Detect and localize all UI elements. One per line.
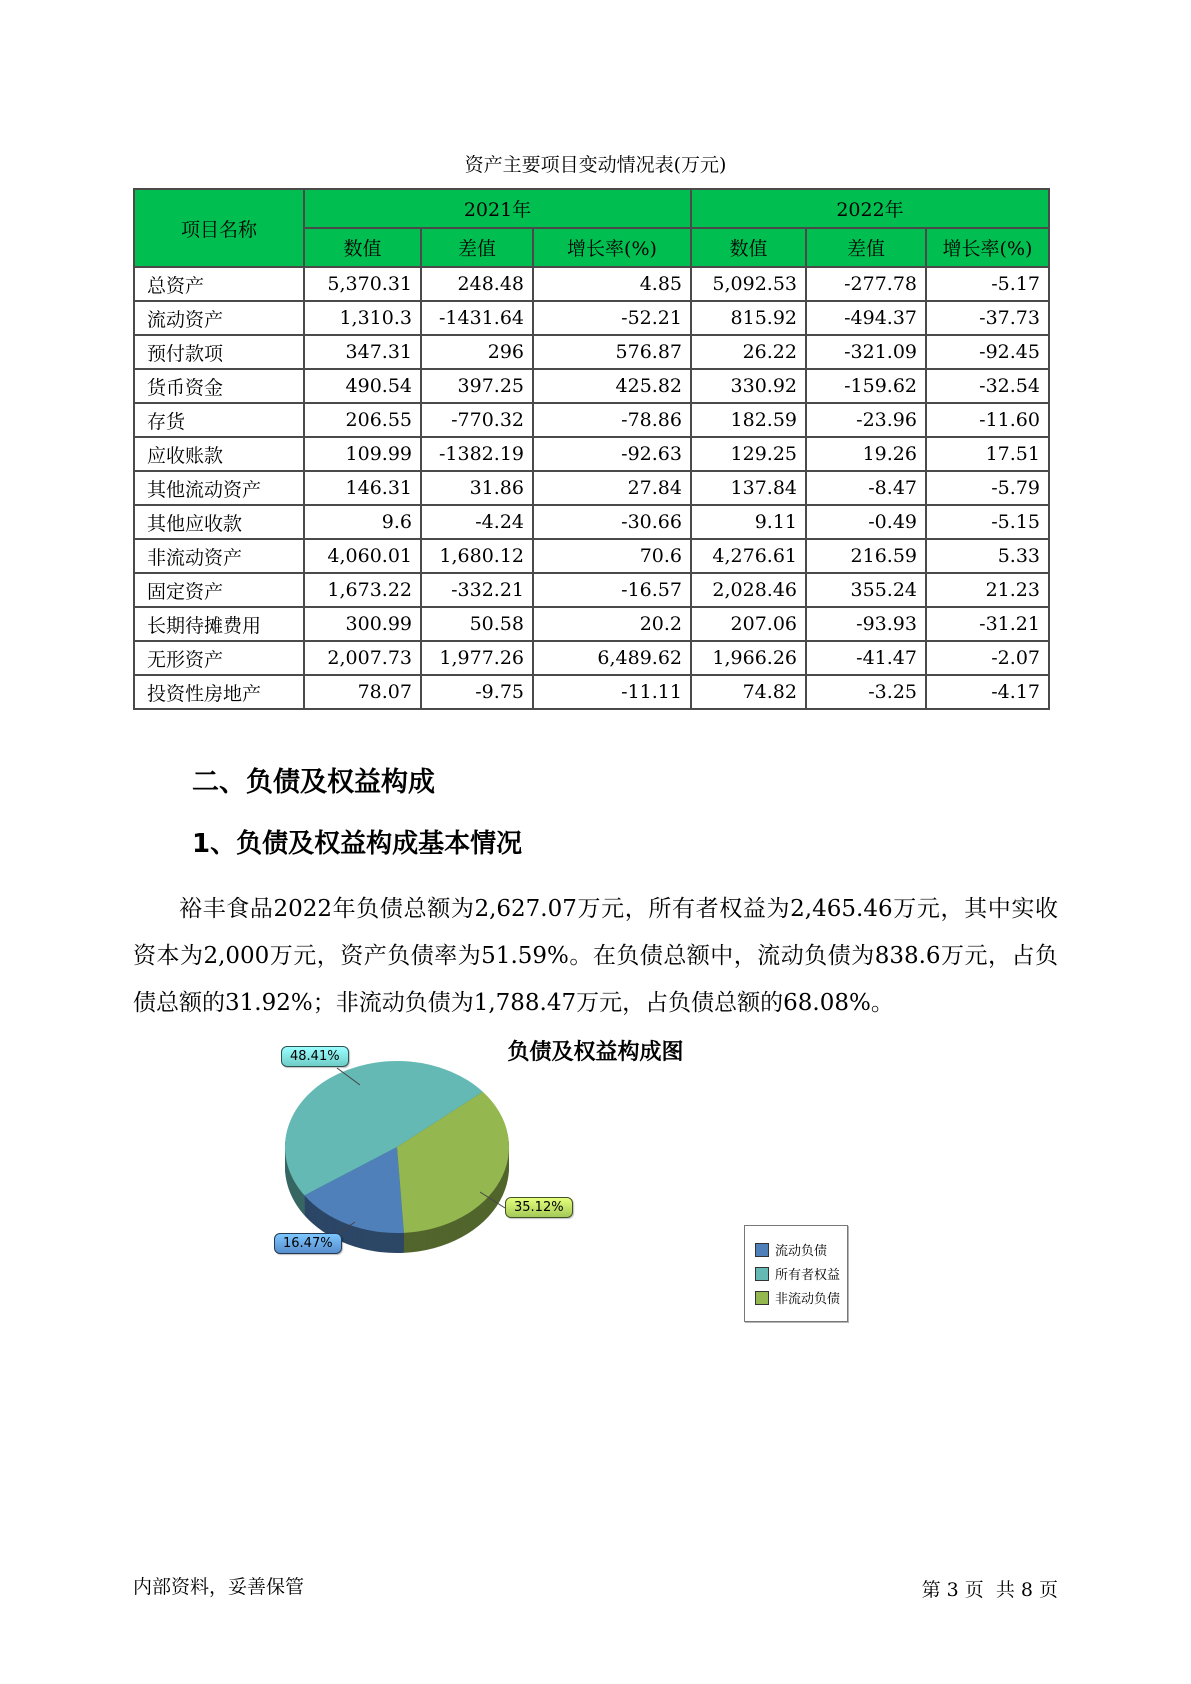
cell: -32.54 [926,369,1049,403]
row-label: 其他流动资产 [134,471,304,505]
cell: 330.92 [691,369,806,403]
cell: -8.47 [806,471,926,505]
chart-section [0,1035,1191,1335]
cell: 9.6 [304,505,421,539]
cell: 576.87 [533,335,691,369]
cell: 5,370.31 [304,267,421,301]
table-row [134,403,1049,437]
cell: 4,060.01 [304,539,421,573]
cell: -321.09 [806,335,926,369]
section-heading: 二、负债及权益构成 [192,767,435,798]
table-header-row [134,189,1049,228]
cell: 207.06 [691,607,806,641]
legend-swatch-blue [755,1243,769,1257]
cell: 9.11 [691,505,806,539]
cell: -11.11 [533,675,691,709]
row-label: 预付款项 [134,335,304,369]
cell: 1,966.26 [691,641,806,675]
cell: 78.07 [304,675,421,709]
col-header: 增长率(%) [926,228,1049,267]
row-label: 流动资产 [134,301,304,335]
cell: 1,977.26 [421,641,533,675]
cell: -5.15 [926,505,1049,539]
cell: 815.92 [691,301,806,335]
cell: 19.26 [806,437,926,471]
cell: -78.86 [533,403,691,437]
col-header: 数值 [304,228,421,267]
cell: 300.99 [304,607,421,641]
chart-title: 负债及权益构成图 [507,1040,684,1065]
col-header: 差值 [421,228,533,267]
cell: -332.21 [421,573,533,607]
cell: 129.25 [691,437,806,471]
cell: 1,310.3 [304,301,421,335]
cell: -1382.19 [421,437,533,471]
cell: -770.32 [421,403,533,437]
cell: 17.51 [926,437,1049,471]
cell: 296 [421,335,533,369]
cell: -30.66 [533,505,691,539]
footer-confidential-note: 内部资料，妥善保管 [133,1576,305,1598]
row-label: 其他应收款 [134,505,304,539]
cell: 2,007.73 [304,641,421,675]
cell: 137.84 [691,471,806,505]
cell: 20.2 [533,607,691,641]
footer-page-number: 第 3 页 共 8 页 [921,1579,1058,1601]
table-row [134,267,1049,301]
cell: 425.82 [533,369,691,403]
cell: 109.99 [304,437,421,471]
cell: 146.31 [304,471,421,505]
row-label: 应收账款 [134,437,304,471]
chart-legend [744,1225,848,1322]
cell: 31.86 [421,471,533,505]
cell: -52.21 [533,301,691,335]
cell: -11.60 [926,403,1049,437]
legend-swatch-teal [755,1267,769,1281]
row-label: 无形资产 [134,641,304,675]
cell: 5.33 [926,539,1049,573]
legend-label: 流动负债 [775,1244,828,1259]
row-label: 非流动资产 [134,539,304,573]
cell: -16.57 [533,573,691,607]
table-row [134,573,1049,607]
corner-header: 项目名称 [134,189,304,267]
cell: -93.93 [806,607,926,641]
cell: -92.63 [533,437,691,471]
legend-item-current-liabilities [755,1240,843,1259]
year-header-2021: 2021年 [304,189,691,228]
table-row [134,335,1049,369]
cell: -37.73 [926,301,1049,335]
cell: 490.54 [304,369,421,403]
cell: 397.25 [421,369,533,403]
cell: 50.58 [421,607,533,641]
cell: 216.59 [806,539,926,573]
table-row [134,607,1049,641]
subsection-heading: 1、负债及权益构成基本情况 [192,829,523,859]
cell: 1,680.12 [421,539,533,573]
row-label: 投资性房地产 [134,675,304,709]
cell: -4.24 [421,505,533,539]
table-row [134,301,1049,335]
row-label: 存货 [134,403,304,437]
row-label: 总资产 [134,267,304,301]
cell: 21.23 [926,573,1049,607]
cell: -4.17 [926,675,1049,709]
cell: 347.31 [304,335,421,369]
cell: -3.25 [806,675,926,709]
cell: -277.78 [806,267,926,301]
cell: -41.47 [806,641,926,675]
year-header-2022: 2022年 [691,189,1049,228]
pie-label-current-liabilities: 16.47% [274,1233,342,1254]
table-row [134,539,1049,573]
cell: -5.79 [926,471,1049,505]
legend-label: 所有者权益 [775,1268,841,1283]
cell: 6,489.62 [533,641,691,675]
cell: -494.37 [806,301,926,335]
table-row [134,437,1049,471]
assets-change-table [133,188,1050,710]
cell: 70.6 [533,539,691,573]
cell: 27.84 [533,471,691,505]
cell: -5.17 [926,267,1049,301]
cell: 26.22 [691,335,806,369]
row-label: 固定资产 [134,573,304,607]
body-paragraph: 裕丰食品2022年负债总额为2,627.07万元，所有者权益为2,465.46万元，其中实收资本为2,000万元，资产负债率为51.59%。在负债总额中，流动负债为838.6万元，占负债总额的31.92%；非流动负债为1,788.47万元，占负债总额的68.08%。 [133,896,1058,1016]
legend-swatch-olive [755,1291,769,1305]
cell: -159.62 [806,369,926,403]
cell: -92.45 [926,335,1049,369]
legend-label: 非流动负债 [775,1292,841,1307]
table-row [134,675,1049,709]
table-row [134,369,1049,403]
cell: -9.75 [421,675,533,709]
col-header: 数值 [691,228,806,267]
cell: 74.82 [691,675,806,709]
cell: -1431.64 [421,301,533,335]
table-title: 资产主要项目变动情况表(万元) [464,154,727,176]
cell: 355.24 [806,573,926,607]
legend-item-owner-equity [755,1264,843,1283]
cell: -31.21 [926,607,1049,641]
legend-item-noncurrent-liabilities [755,1288,843,1307]
pie-label-owner-equity: 48.41% [281,1046,349,1067]
row-label: 货币资金 [134,369,304,403]
cell: 206.55 [304,403,421,437]
pie-label-noncurrent-liabilities: 35.12% [505,1197,573,1218]
row-label: 长期待摊费用 [134,607,304,641]
cell: 248.48 [421,267,533,301]
cell: -0.49 [806,505,926,539]
cell: 5,092.53 [691,267,806,301]
table-row [134,641,1049,675]
cell: 182.59 [691,403,806,437]
cell: -23.96 [806,403,926,437]
cell: 1,673.22 [304,573,421,607]
cell: -2.07 [926,641,1049,675]
cell: 2,028.46 [691,573,806,607]
table-row [134,471,1049,505]
cell: 4,276.61 [691,539,806,573]
table-row [134,505,1049,539]
col-header: 差值 [806,228,926,267]
cell: 4.85 [533,267,691,301]
col-header: 增长率(%) [533,228,691,267]
